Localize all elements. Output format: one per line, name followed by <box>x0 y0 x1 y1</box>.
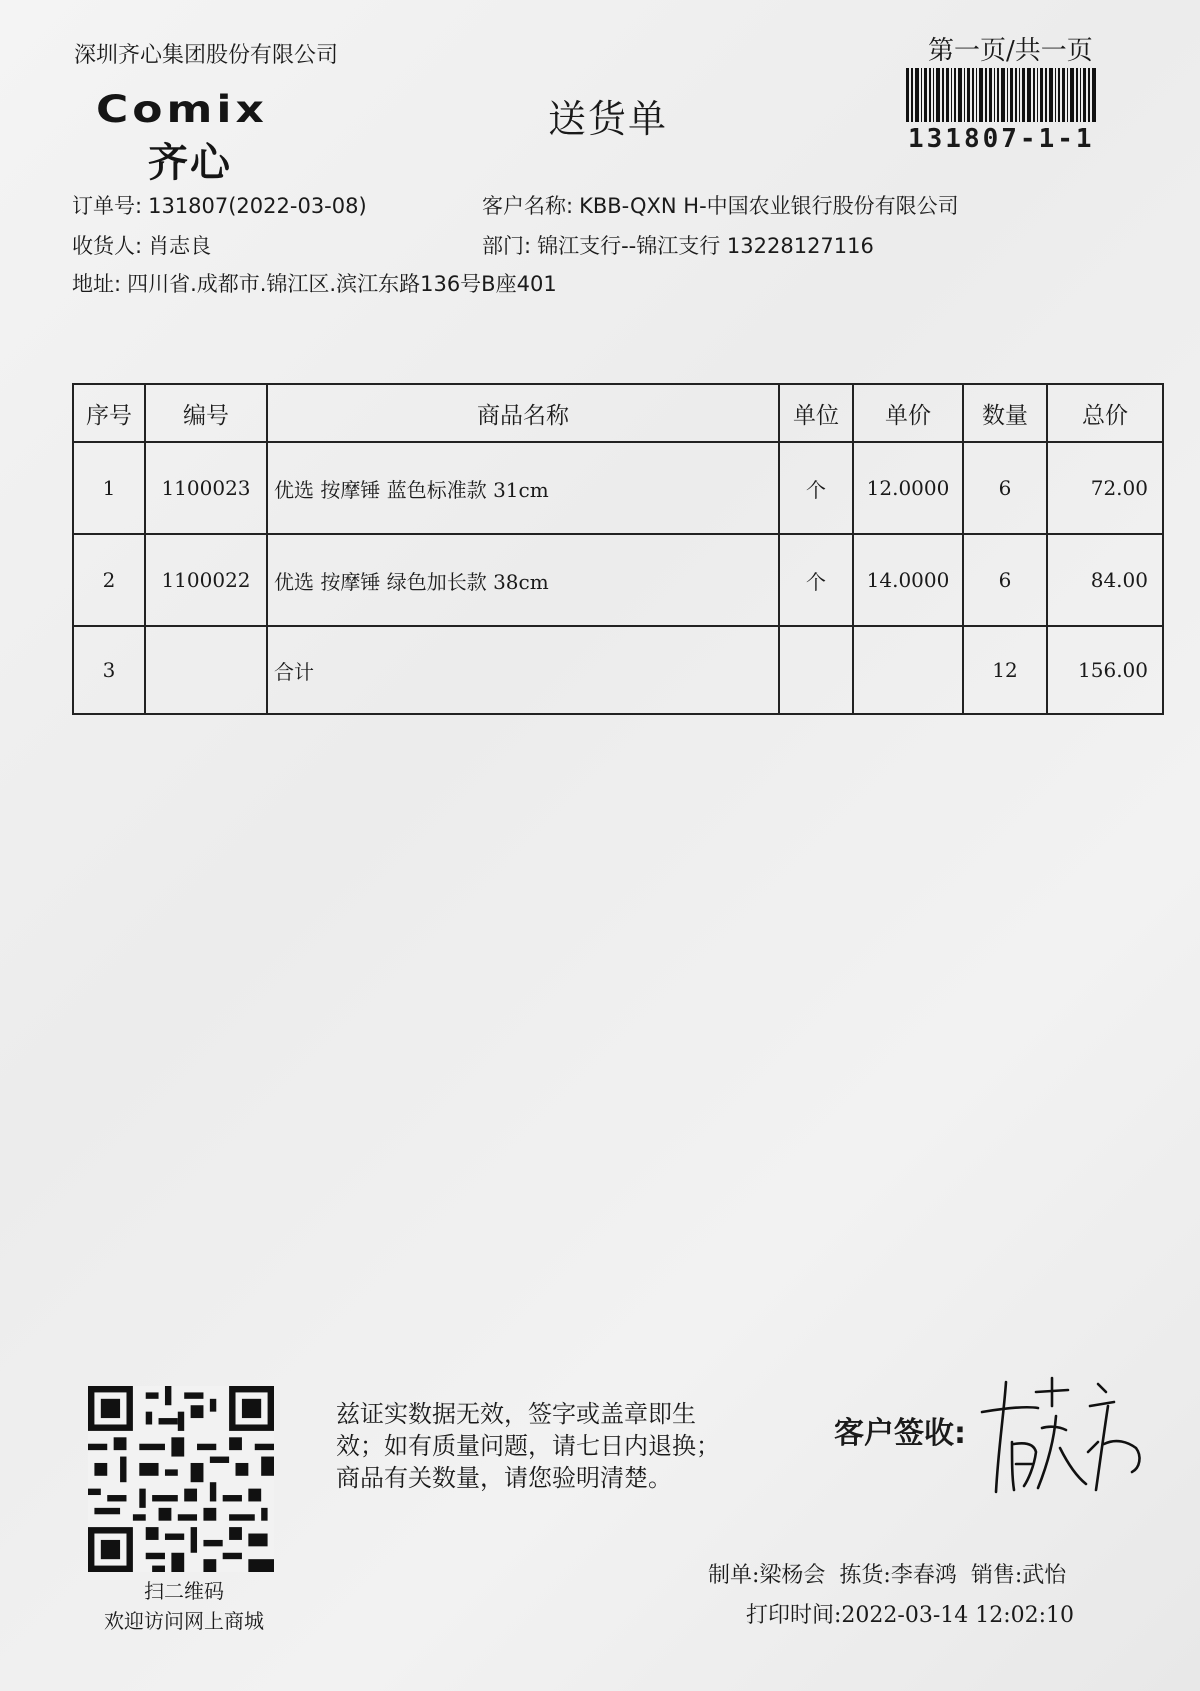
customer-value: KBB-QXN H-中国农业银行股份有限公司 <box>579 194 959 218</box>
cell-seq: 3 <box>73 626 145 714</box>
cell-qty: 6 <box>963 534 1047 626</box>
barcode-number: 131807-1-1 <box>908 124 1095 154</box>
cell-name: 优选 按摩锤 绿色加长款 38cm <box>267 534 779 626</box>
notice-text <box>336 1398 756 1494</box>
items-table <box>72 383 1164 715</box>
cell-seq: 1 <box>73 442 145 534</box>
customer-signature-label: 客户签收: <box>834 1416 966 1451</box>
cell-price: 12.0000 <box>853 442 963 534</box>
logo-chinese-text: 齐心 <box>148 140 232 186</box>
notice-line-1: 兹证实数据无效，签字或盖章即生 <box>336 1400 696 1428</box>
cell-total: 72.00 <box>1047 442 1163 534</box>
department <box>482 230 874 260</box>
barcode-image <box>906 68 1122 122</box>
page-indicator: 第一页/共一页 <box>928 36 1093 66</box>
staff-info <box>708 1558 1080 1589</box>
header-unit: 单位 <box>779 384 853 442</box>
cell-unit <box>779 626 853 714</box>
print-time: 打印时间:2022-03-14 12:02:10 <box>746 1603 1075 1628</box>
customer-label: 客户名称: <box>482 194 574 218</box>
header-name: 商品名称 <box>267 384 779 442</box>
cell-price <box>853 626 963 714</box>
table-row <box>73 442 1163 534</box>
header-qty: 数量 <box>963 384 1047 442</box>
company-name: 深圳齐心集团股份有限公司 <box>74 43 339 68</box>
receiver-label: 收货人: <box>72 234 143 258</box>
header-code: 编号 <box>145 384 267 442</box>
address-value: 四川省.成都市.锦江区.滨江东路136号B座401 <box>127 272 557 296</box>
cell-name: 优选 按摩锤 蓝色标准款 31cm <box>267 442 779 534</box>
address <box>72 268 557 298</box>
notice-line-2: 效；如有质量问题，请七日内退换； <box>336 1432 720 1460</box>
cell-total: 84.00 <box>1047 534 1163 626</box>
comix-logo <box>96 88 268 188</box>
cell-total: 156.00 <box>1047 626 1163 714</box>
header-seq: 序号 <box>73 384 145 442</box>
order-value: 131807(2022-03-08) <box>148 194 367 218</box>
cell-qty: 12 <box>963 626 1047 714</box>
cell-code <box>145 626 267 714</box>
picker: 拣货:李春鸿 <box>839 1563 957 1588</box>
cell-unit: 个 <box>779 442 853 534</box>
document-title: 送货单 <box>548 97 669 141</box>
notice-line-3: 商品有关数量，请您验明清楚。 <box>336 1464 672 1492</box>
handwritten-signature <box>976 1372 1156 1502</box>
sales: 销售:武怡 <box>970 1563 1067 1588</box>
header-total: 总价 <box>1047 384 1163 442</box>
address-label: 地址: <box>72 272 122 296</box>
cell-seq: 2 <box>73 534 145 626</box>
cell-price: 14.0000 <box>853 534 963 626</box>
cell-name: 合计 <box>267 626 779 714</box>
order-number <box>72 190 367 220</box>
header-price: 单价 <box>853 384 963 442</box>
department-value: 锦江支行--锦江支行 13228127116 <box>537 234 874 258</box>
receiver-value: 肖志良 <box>148 234 212 258</box>
cell-code: 1100022 <box>145 534 267 626</box>
qr-caption-line-1: 扫二维码 <box>144 1579 224 1603</box>
receiver <box>72 230 211 260</box>
qr-caption <box>84 1576 284 1636</box>
qr-caption-line-2: 欢迎访问网上商城 <box>104 1609 264 1633</box>
table-total-row <box>73 626 1163 714</box>
logo-latin-text: Comix <box>96 88 268 132</box>
customer-name <box>482 190 959 220</box>
table-header-row <box>73 384 1163 442</box>
maker: 制单:梁杨会 <box>708 1563 826 1588</box>
cell-code: 1100023 <box>145 442 267 534</box>
cell-qty: 6 <box>963 442 1047 534</box>
order-label: 订单号: <box>72 194 143 218</box>
qr-code-image <box>88 1386 274 1572</box>
table-row <box>73 534 1163 626</box>
cell-unit: 个 <box>779 534 853 626</box>
department-label: 部门: <box>482 234 532 258</box>
